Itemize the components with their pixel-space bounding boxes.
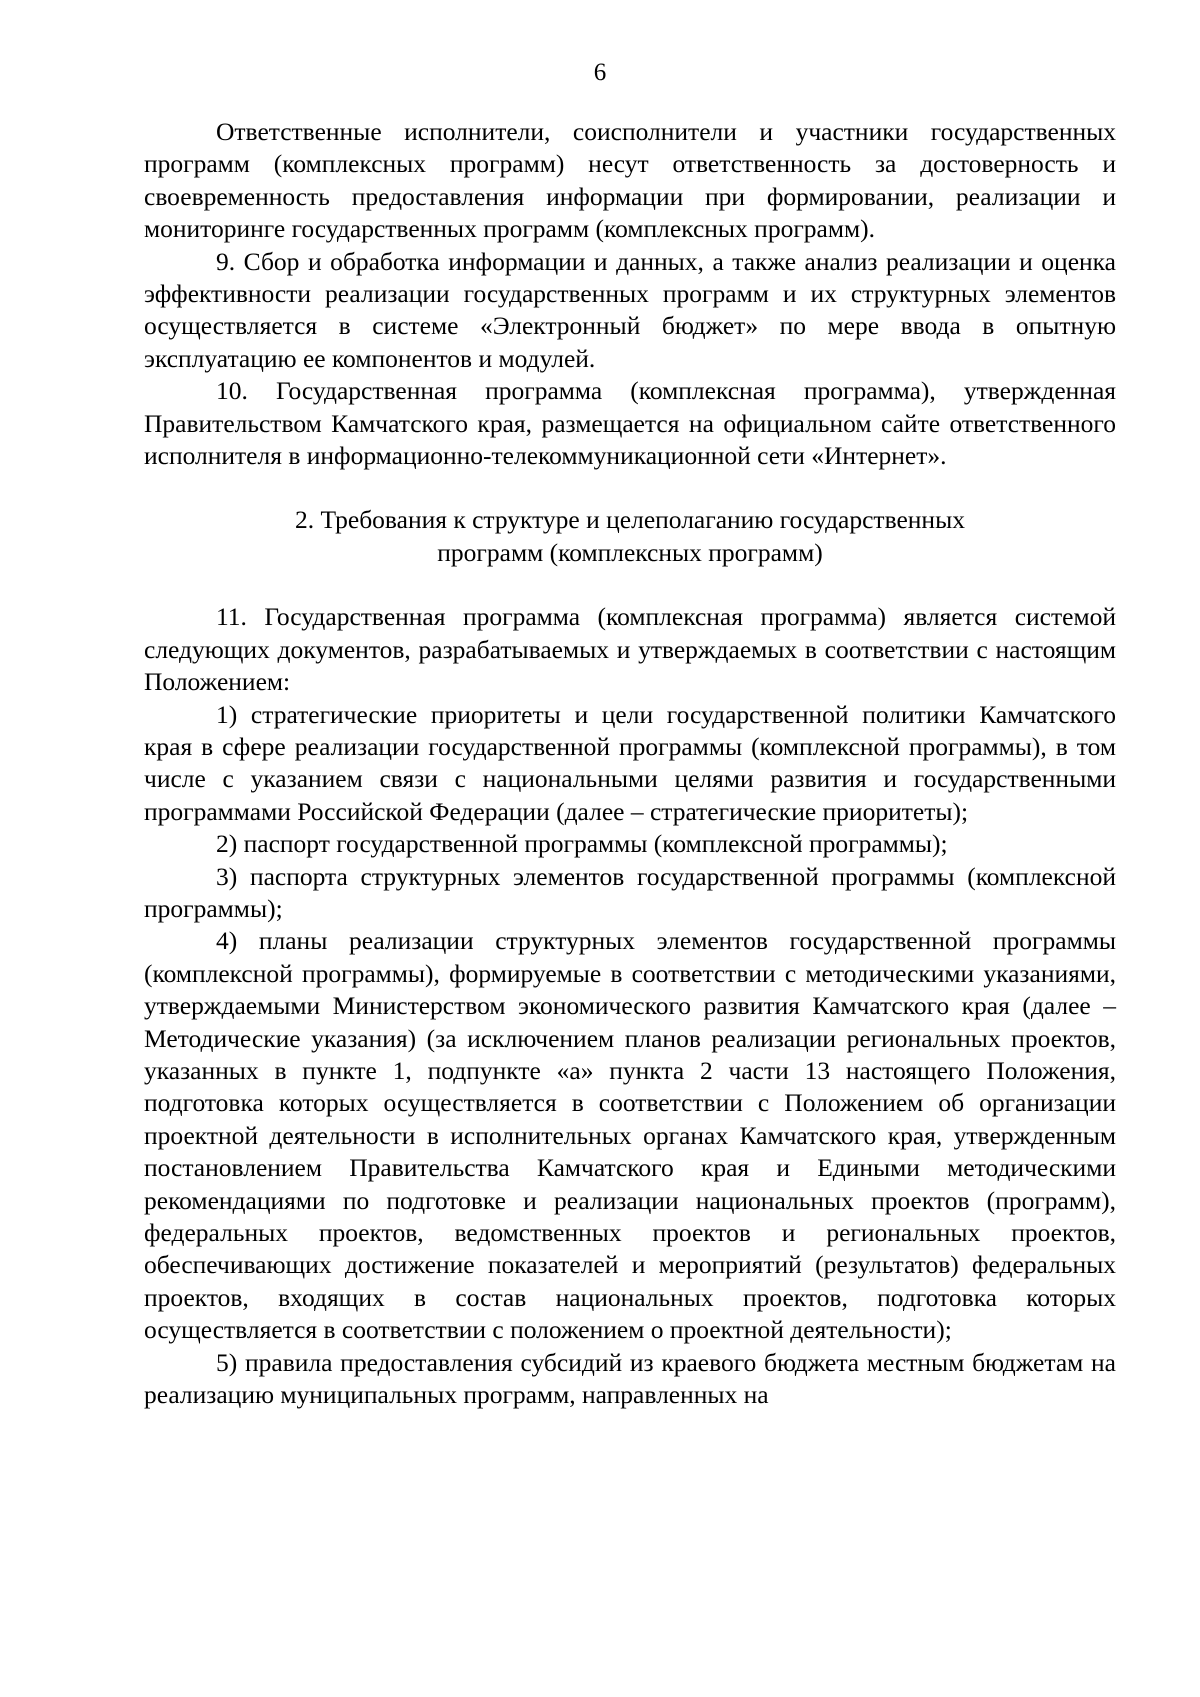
list-item-5: 5) правила предоставления субсидий из краевого бюджета местным бюджетам на реализацию муниципальных программ, направленных на [144,1347,1116,1410]
paragraph-responsibility: Ответственные исполнители, соисполнители и участники государственных программ (комплексных программ) несут ответственность за достоверность и своевременность предоставления информации при формировании, реализации и мониторинге государственных программ (комплексных программ). [144,117,1116,244]
paragraph-item-10: 10. Государственная программа (комплексная программа), утвержденная Правительством Камчатского края, размещается на официальном сайте ответственного исполнителя в информационно-телекоммуникационной сети «Интернет». [144,376,1116,471]
section-heading-line-1: 2. Требования к структуре и целеполаганию государственных [295,505,965,535]
heading-spacer [144,569,1116,601]
page-number: 6 [593,59,607,86]
list-item-4: 4) планы реализации структурных элементов государственной программы (комплексной программы), формируемые в соответствии с методическими указаниями, утверждаемыми Министерством экономического развития Камчатского края (далее – Методические указания) (за исключением планов реализации региональных проектов, указанных в пункте 1, подпункте «а» пункта 2 части 13 настоящего Положения, подготовка которых осуществляется в соответствии с Положением об организации проектной деятельности в исполнительных органах Камчатского края, утвержденным постановлением Правительства Камчатского края и Едиными методическими рекомендациями по подготовке и реализации национальных проектов (программ), федеральных проектов, ведомственных проектов и региональных проектов, обеспечивающих достижение показателей и мероприятий (результатов) федеральных проектов, входящих в состав национальных проектов, подготовка которых осуществляется в соответствии с положением о проектной деятельности); [144,926,1116,1345]
document-body [144,116,1116,1411]
list-item-3: 3) паспорта структурных элементов государственной программы (комплексной программы); [144,861,1116,923]
section-heading [144,504,1116,569]
section-heading-line-2: программ (комплексных программ) [437,537,823,567]
list-item-2: 2) паспорт государственной программы (комплексной программы); [216,829,948,859]
paragraph-item-9: 9. Сбор и обработка информации и данных, а также анализ реализации и оценка эффективности реализации государственных программ и их структурных элементов осуществляется в системе «Электронный бюджет» по мере ввода в опытную эксплуатацию ее компонентов и модулей. [144,246,1116,373]
list-item-1: 1) стратегические приоритеты и цели государственной политики Камчатского края в сфере реализации государственной программы (комплексной программы), в том числе с указанием связи с национальными целями развития и государственными программами Российской Федерации (далее – стратегические приоритеты); [144,699,1116,826]
paragraph-item-11: 11. Государственная программа (комплексная программа) является системой следующих документов, разрабатываемых и утверждаемых в соответствии с настоящим Положением: [144,602,1116,697]
